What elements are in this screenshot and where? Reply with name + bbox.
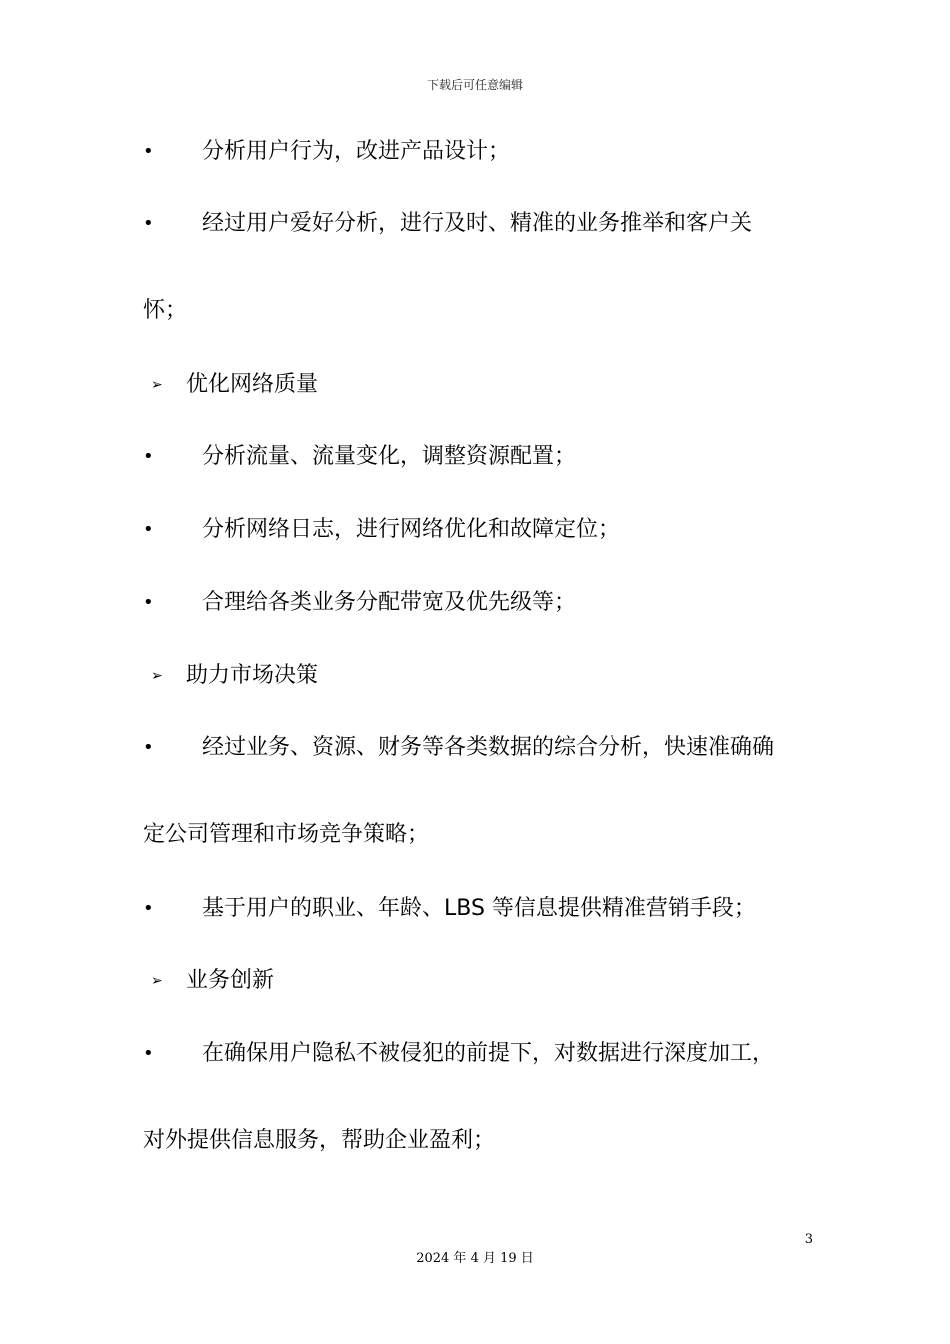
bullet-icon: • <box>143 1043 154 1064</box>
list-item-text: 分析网络日志，进行网络优化和故障定位； <box>202 517 621 542</box>
page-header: 下载后可任意编辑 <box>426 78 523 92</box>
list-item-text: 定公司管理和市场竞争策略； <box>143 822 430 847</box>
page-number: 3 <box>804 1232 813 1247</box>
bullet-icon: • <box>143 592 154 613</box>
list-item-text: 怀； <box>143 298 188 323</box>
arrow-bullet-icon: ➢ <box>151 377 163 393</box>
bullet-icon: • <box>143 898 154 919</box>
list-item-text: 经过业务、资源、财务等各类数据的综合分析，快速准确确 <box>202 735 775 760</box>
list-item-text: 对外提供信息服务，帮助企业盈利； <box>143 1128 496 1153</box>
list-item-text: 分析用户行为，改进产品设计； <box>202 139 511 164</box>
section-heading-text: 助力市场决策 <box>186 663 319 688</box>
arrow-bullet-icon: ➢ <box>151 668 163 684</box>
arrow-bullet-icon: ➢ <box>151 973 163 989</box>
list-item-text: 分析流量、流量变化，调整资源配置； <box>202 444 577 469</box>
page-footer-date: 2024 年 4 月 19 日 <box>416 1251 534 1266</box>
bullet-icon: • <box>143 737 154 758</box>
bullet-icon: • <box>143 519 154 540</box>
bullet-icon: • <box>143 141 154 162</box>
list-item-text: 基于用户的职业、年龄、LBS 等信息提供精准营销手段； <box>202 896 756 921</box>
bullet-icon: • <box>143 446 154 467</box>
section-heading-text: 业务创新 <box>186 968 275 993</box>
bullet-icon: • <box>143 213 154 234</box>
list-item-text: 在确保用户隐私不被侵犯的前提下，对数据进行深度加工， <box>202 1041 775 1066</box>
list-item-text: 合理给各类业务分配带宽及优先级等； <box>202 590 577 615</box>
list-item-text: 经过用户爱好分析，进行及时、精准的业务推举和客户关 <box>202 211 753 236</box>
section-heading-text: 优化网络质量 <box>186 372 319 397</box>
